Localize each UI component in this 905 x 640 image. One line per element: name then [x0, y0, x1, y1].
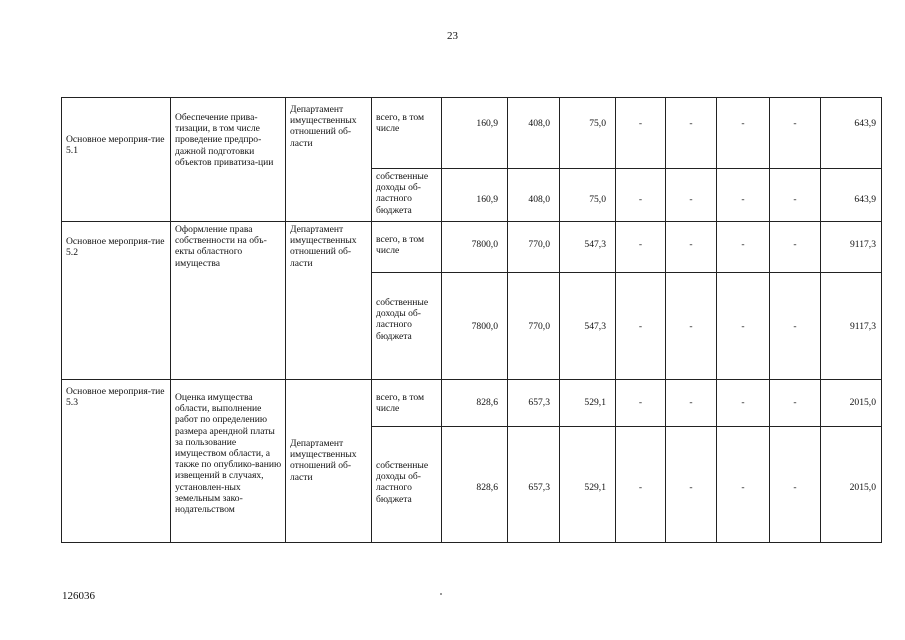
value-cell: 529,1: [560, 427, 616, 543]
value-cell: -: [666, 427, 717, 543]
total-cell: 2015,0: [821, 380, 882, 427]
event-description: Оценка имущества области, выполнение работ по определению размера арендной платы за пользование имуществом области, а также по опублико-ванию извещений в случаях, установлен-ных земельным зако-нодательством: [175, 392, 282, 516]
description-cell: [171, 98, 286, 222]
funding-source-cell: [372, 273, 442, 380]
funding-source-label: собственные доходы об-ластного бюджета: [376, 460, 429, 505]
description-cell: [171, 222, 286, 380]
value-cell: -: [717, 427, 770, 543]
funding-source-cell: [372, 427, 442, 543]
value-cell: -: [666, 273, 717, 380]
total-cell: 643,9: [821, 169, 882, 222]
scan-speck: [440, 593, 442, 595]
funding-source-cell: [372, 98, 442, 169]
value-cell: -: [770, 427, 821, 543]
event-name: Основное мероприя-тие 5.1: [66, 134, 165, 157]
value-cell: -: [770, 273, 821, 380]
value-cell: 529,1: [560, 380, 616, 427]
total-cell: 9117,3: [821, 273, 882, 380]
total-cell: 643,9: [821, 98, 882, 169]
value-cell: 828,6: [442, 380, 508, 427]
value-cell: 408,0: [508, 98, 560, 169]
value-cell: 7800,0: [442, 273, 508, 380]
total-cell: 9117,3: [821, 222, 882, 273]
value-cell: -: [770, 222, 821, 273]
value-cell: 408,0: [508, 169, 560, 222]
value-cell: -: [616, 222, 666, 273]
value-cell: -: [666, 98, 717, 169]
responsible-executor: Департамент имущественных отношений об-ласти: [290, 438, 357, 483]
event-cell: [62, 380, 171, 543]
event-name: Основное мероприя-тие 5.3: [66, 386, 165, 409]
value-cell: -: [666, 222, 717, 273]
event-cell: [62, 222, 171, 380]
value-cell: -: [770, 98, 821, 169]
responsible-cell: [286, 98, 372, 222]
value-cell: 547,3: [560, 222, 616, 273]
funding-source-cell: [372, 169, 442, 222]
value-cell: -: [717, 273, 770, 380]
value-cell: 657,3: [508, 427, 560, 543]
funding-source-label: собственные доходы об-ластного бюджета: [376, 297, 429, 342]
responsible-cell: [286, 222, 372, 380]
value-cell: 770,0: [508, 222, 560, 273]
value-cell: -: [616, 380, 666, 427]
responsible-cell: [286, 380, 372, 543]
responsible-executor: Департамент имущественных отношений об-ласти: [290, 104, 357, 149]
value-cell: -: [770, 169, 821, 222]
value-cell: -: [616, 98, 666, 169]
event-description: Оформление права собственности на объ-екты областного имущества: [175, 224, 267, 269]
document-code: 126036: [62, 590, 95, 602]
value-cell: 657,3: [508, 380, 560, 427]
value-cell: -: [717, 169, 770, 222]
table-row: [62, 380, 882, 427]
value-cell: 7800,0: [442, 222, 508, 273]
funding-source-label: собственные доходы об-ластного бюджета: [376, 171, 429, 216]
value-cell: 160,9: [442, 169, 508, 222]
table-row: [62, 98, 882, 169]
value-cell: 160,9: [442, 98, 508, 169]
funding-source-cell: [372, 222, 442, 273]
value-cell: -: [616, 427, 666, 543]
value-cell: 770,0: [508, 273, 560, 380]
funding-source-label: всего, в том числе: [376, 112, 425, 135]
value-cell: -: [770, 380, 821, 427]
program-budget-table: [61, 97, 882, 543]
value-cell: -: [717, 222, 770, 273]
responsible-executor: Департамент имущественных отношений об-ласти: [290, 224, 357, 269]
value-cell: 75,0: [560, 169, 616, 222]
event-name: Основное мероприя-тие 5.2: [66, 236, 165, 259]
event-cell: [62, 98, 171, 222]
value-cell: -: [666, 169, 717, 222]
funding-source-label: всего, в том числе: [376, 392, 425, 415]
value-cell: 828,6: [442, 427, 508, 543]
value-cell: -: [616, 169, 666, 222]
funding-source-label: всего, в том числе: [376, 234, 425, 257]
total-cell: 2015,0: [821, 427, 882, 543]
funding-source-cell: [372, 380, 442, 427]
value-cell: -: [717, 98, 770, 169]
value-cell: 547,3: [560, 273, 616, 380]
value-cell: -: [616, 273, 666, 380]
value-cell: -: [666, 380, 717, 427]
description-cell: [171, 380, 286, 543]
value-cell: -: [717, 380, 770, 427]
event-description: Обеспечение прива-тизации, в том числе проведение предпро-дажной подготовки объектов приватиза-ции: [175, 112, 274, 168]
table-row: [62, 222, 882, 273]
page-number: 23: [447, 30, 458, 42]
value-cell: 75,0: [560, 98, 616, 169]
